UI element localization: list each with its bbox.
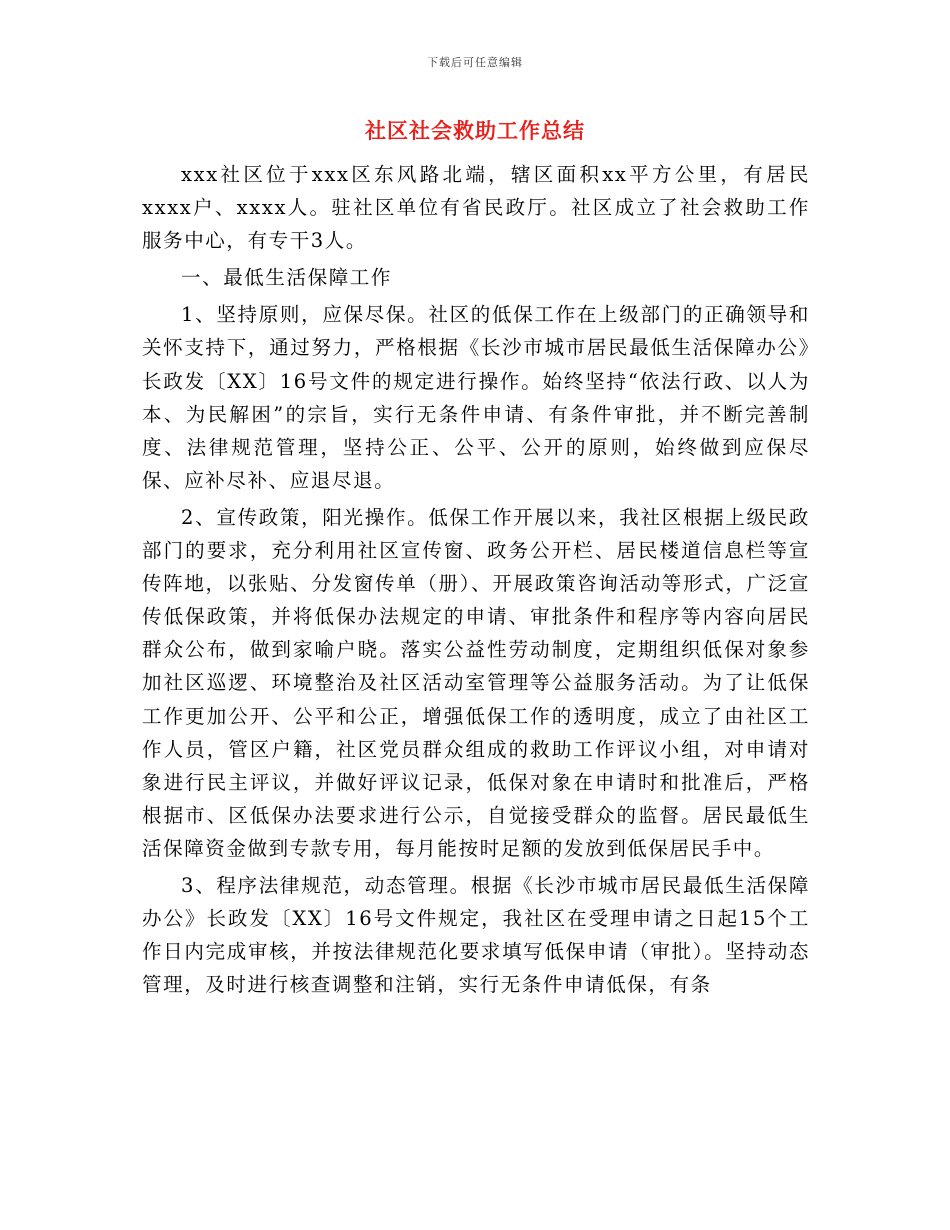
paragraph-intro: xxx社区位于xxx区东风路北端，辖区面积xx平方公里，有居民xxxx户、xxxx人。驻社区单位有省民政厅。社区成立了社会救助工作服务中心，有专干3人。 <box>142 163 810 253</box>
section-heading: 一、最低生活保障工作 <box>181 266 393 290</box>
header-note: 下载后可任意编辑 <box>427 56 523 69</box>
paragraph-item-3: 3、程序法律规范，动态管理。根据《长沙市城市居民最低生活保障办公》长政发〔XX〕16号文件规定，我社区在受理申请之日起15个工作日内完成审核，并按法律规范化要求填写低保申请（审批）。坚持动态管理，及时进行核查调整和注销，实行无条件申请低保，有条 <box>142 873 810 997</box>
paragraph-item-1: 1、坚持原则，应保尽保。社区的低保工作在上级部门的正确领导和关怀支持下，通过努力，严格根据《长沙市城市居民最低生活保障办公》长政发〔XX〕16号文件的规定进行操作。始终坚持“依法行政、以人为本、为民解困”的宗旨，实行无条件申请、有条件审批，并不断完善制度、法律规范管理，坚持公正、公平、公开的原则，始终做到应保尽保、应补尽补、应退尽退。 <box>142 303 810 492</box>
document-title: 社区社会救助工作总结 <box>365 119 585 143</box>
document-body <box>142 158 810 1005</box>
paragraph-item-2: 2、宣传政策，阳光操作。低保工作开展以来，我社区根据上级民政部门的要求，充分利用社区宣传窗、政务公开栏、居民楼道信息栏等宣传阵地，以张贴、分发窗传单（册）、开展政策咨询活动等形式，广泛宣传低保政策，并将低保办法规定的申请、审批条件和程序等内容向居民群众公布，做到家喻户晓。落实公益性劳动制度，定期组织低保对象参加社区巡逻、环境整治及社区活动室管理等公益服务活动。为了让低保工作更加公开、公平和公正，增强低保工作的透明度，成立了由社区工作人员，管区户籍，社区党员群众组成的救助工作评议小组，对申请对象进行民主评议，并做好评议记录，低保对象在申请时和批准后，严格根据市、区低保办法要求进行公示，自觉接受群众的监督。居民最低生活保障资金做到专款专用，每月能按时足额的发放到低保居民手中。 <box>142 505 810 860</box>
